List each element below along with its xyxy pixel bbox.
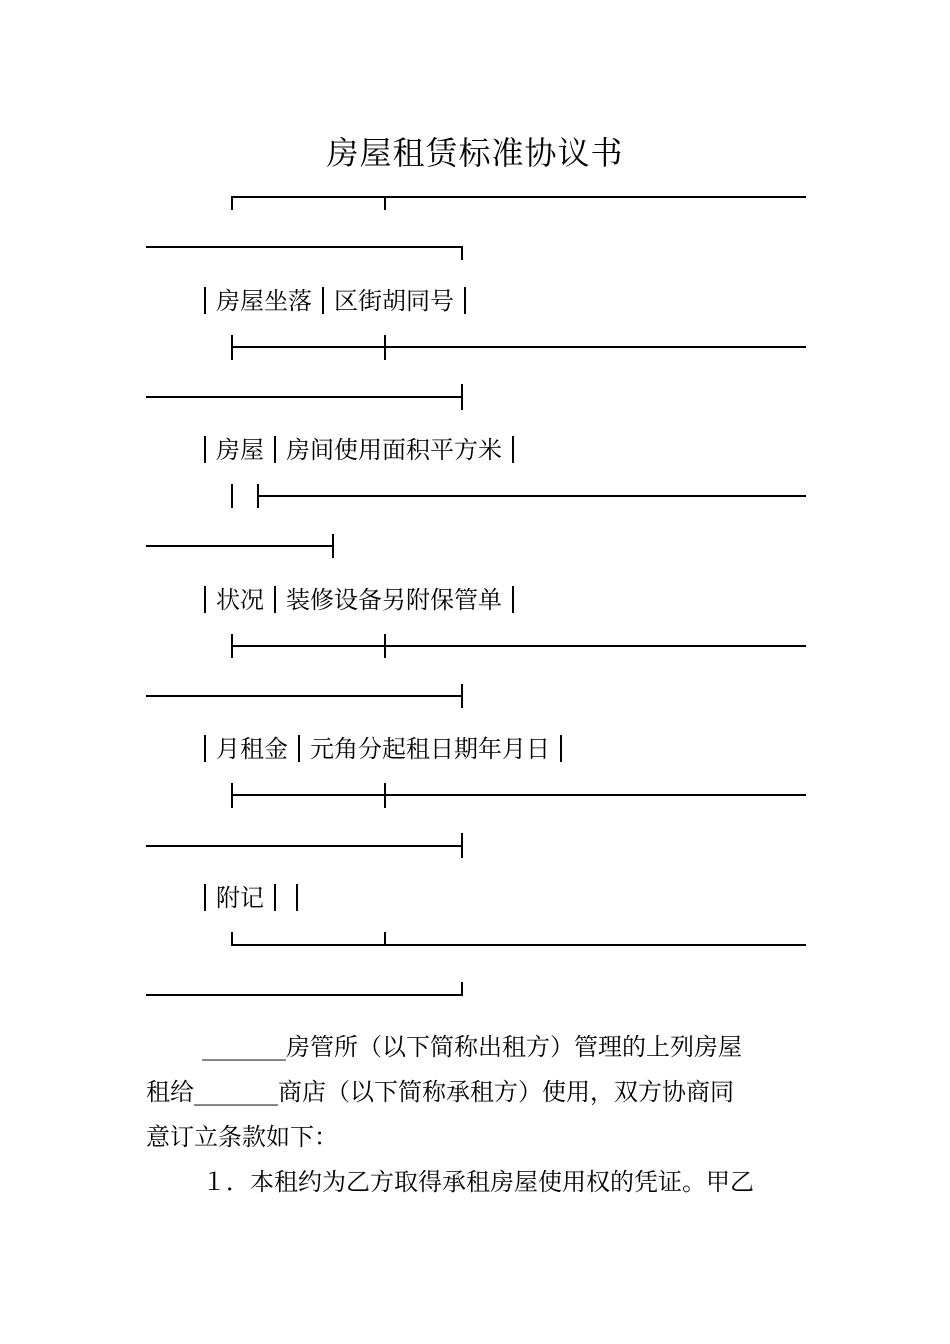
- table-top-border: [232, 197, 806, 210]
- table-row-rent: 月租金 元角分起租日期年月日: [200, 735, 572, 762]
- document-title: 房屋租赁标准协议书: [326, 134, 624, 172]
- intro-line-3: 意订立条款如下：: [146, 1123, 338, 1151]
- table-separator: [232, 335, 806, 360]
- table-separator: [232, 634, 806, 658]
- intro-paragraph: [146, 1025, 806, 1205]
- intro-line-1: _______房管所（以下简称出租方）管理的上列房屋: [202, 1033, 742, 1061]
- intro-line-2: 租给_______商店（以下简称承租方）使用，双方协商同: [146, 1078, 734, 1106]
- table-bottom-border: [232, 932, 806, 945]
- table-row-notes: 附记: [200, 884, 308, 911]
- table-row-house-area: 房屋 房间使用面积平方米: [200, 436, 524, 463]
- table-separator: [232, 783, 806, 808]
- table-row-condition: 状况 装修设备另附保管单: [200, 586, 524, 613]
- table-separator: [232, 484, 806, 508]
- clause-1-line: １．本租约为乙方取得承租房屋使用权的凭证。甲乙: [202, 1168, 754, 1196]
- table-row-location: 房屋坐落 区街胡同号: [200, 287, 476, 314]
